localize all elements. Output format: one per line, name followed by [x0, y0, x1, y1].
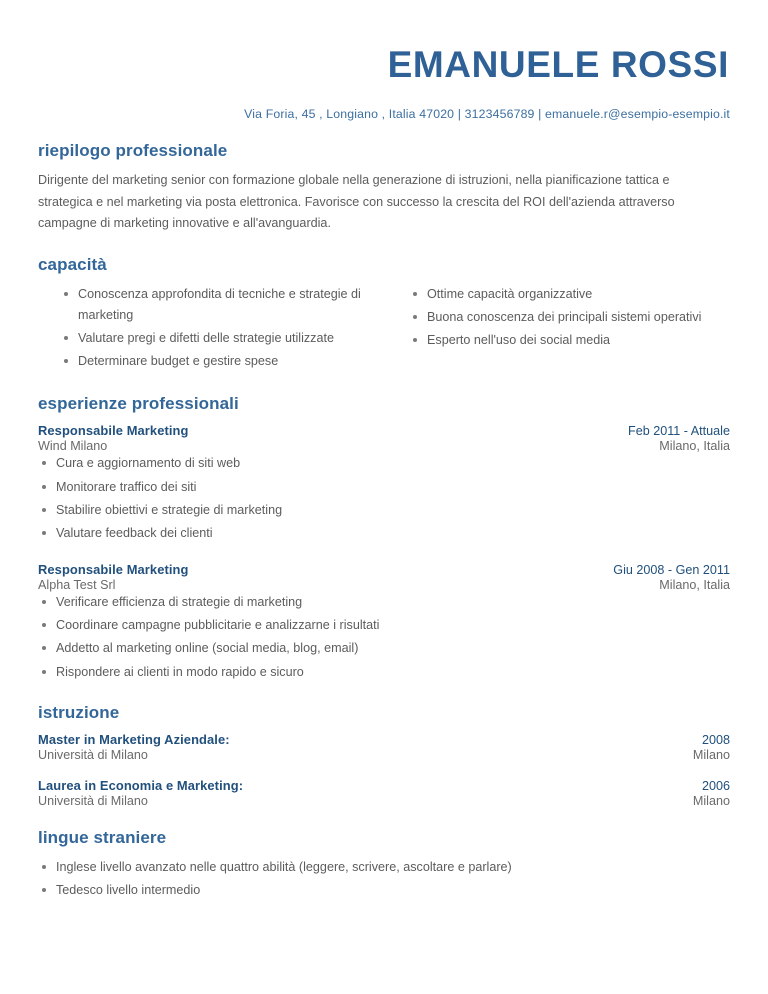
school-name: Università di Milano	[38, 747, 148, 762]
experience-entry	[38, 562, 730, 683]
section-title-experience: esperienze professionali	[38, 394, 239, 414]
list-item: Stabilire obiettivi e strategie di marketing	[38, 500, 730, 521]
education-entry-header	[38, 732, 730, 747]
list-item: Conoscenza approfondita di tecniche e strategie di marketing	[60, 284, 383, 326]
school-location: Milano	[692, 747, 730, 762]
experience-entry-subheader	[38, 578, 730, 592]
languages-list	[38, 857, 730, 901]
list-item: Buona conoscenza dei principali sistemi operativi	[409, 307, 730, 328]
job-title: Responsabile Marketing	[38, 562, 189, 578]
list-item: Monitorare traffico dei siti	[38, 477, 730, 498]
education-entry-subheader	[38, 748, 730, 762]
job-dates: Feb 2011 - Attuale	[628, 424, 730, 439]
degree-title: Master in Marketing Aziendale:	[38, 731, 230, 747]
section-skills	[38, 255, 730, 375]
list-item: Cura e aggiornamento di siti web	[38, 453, 730, 474]
skills-list-left	[60, 284, 383, 373]
list-item: Esperto nell'uso dei social media	[409, 330, 730, 351]
education-entry	[38, 732, 730, 762]
job-title: Responsabile Marketing	[38, 423, 189, 439]
list-item: Inglese livello avanzato nelle quattro abilità (leggere, scrivere, ascoltare e parlare)	[38, 857, 730, 878]
degree-year: 2006	[701, 778, 730, 793]
section-education	[38, 703, 730, 808]
skills-columns	[38, 284, 730, 375]
skills-column-left	[38, 284, 383, 375]
job-company: Alpha Test Srl	[38, 578, 116, 593]
list-item: Valutare pregi e difetti delle strategie utilizzate	[60, 328, 383, 349]
list-item: Tedesco livello intermedio	[38, 880, 730, 901]
education-entry-subheader	[38, 794, 730, 808]
contact-line: Via Foria, 45 , Longiano , Italia 47020 | 3123456789 | emanuele.r@esempio-esempio.it	[244, 106, 730, 121]
degree-title: Laurea in Economia e Marketing:	[38, 777, 244, 793]
skills-list-right	[409, 284, 730, 351]
school-location: Milano	[692, 793, 730, 808]
section-title-summary: riepilogo professionale	[38, 140, 228, 160]
list-item: Ottime capacità organizzative	[409, 284, 730, 305]
experience-entry-header	[38, 423, 730, 438]
section-title-skills: capacità	[38, 254, 107, 274]
list-item: Coordinare campagne pubblicitarie e analizzarne i risultati	[38, 615, 730, 636]
list-item: Addetto al marketing online (social media, blog, email)	[38, 638, 730, 659]
education-entry-header	[38, 778, 730, 793]
education-entry	[38, 778, 730, 808]
job-location: Milano, Italia	[659, 439, 730, 454]
resume-header	[38, 46, 730, 121]
school-name: Università di Milano	[38, 793, 148, 808]
list-item: Determinare budget e gestire spese	[60, 351, 383, 372]
list-item: Rispondere ai clienti in modo rapido e sicuro	[38, 662, 730, 683]
experience-entry-header	[38, 562, 730, 577]
degree-year: 2008	[701, 732, 730, 747]
job-responsibilities	[38, 592, 730, 683]
section-experience	[38, 394, 730, 682]
summary-text: Dirigente del marketing senior con formazione globale nella generazione di istruzioni, nella pianificazione tattica e strategica e nel marketing via posta elettronica. Favorisce con successo la crescita del ROI dell'azienda attraverso campagne di marketing innovative e all'avanguardia.	[38, 172, 675, 231]
skills-column-right	[383, 284, 730, 353]
candidate-name: EMANUELE ROSSI	[387, 44, 729, 85]
list-item: Verificare efficienza di strategie di marketing	[38, 592, 730, 613]
list-item: Valutare feedback dei clienti	[38, 523, 730, 544]
job-location: Milano, Italia	[659, 578, 730, 593]
job-company: Wind Milano	[38, 439, 108, 454]
experience-entry	[38, 423, 730, 544]
section-title-languages: lingue straniere	[38, 827, 167, 847]
experience-entry-subheader	[38, 439, 730, 453]
section-languages	[38, 828, 730, 901]
section-title-education: istruzione	[38, 702, 120, 722]
section-summary	[38, 141, 730, 235]
job-dates: Giu 2008 - Gen 2011	[613, 563, 730, 578]
job-responsibilities	[38, 453, 730, 544]
